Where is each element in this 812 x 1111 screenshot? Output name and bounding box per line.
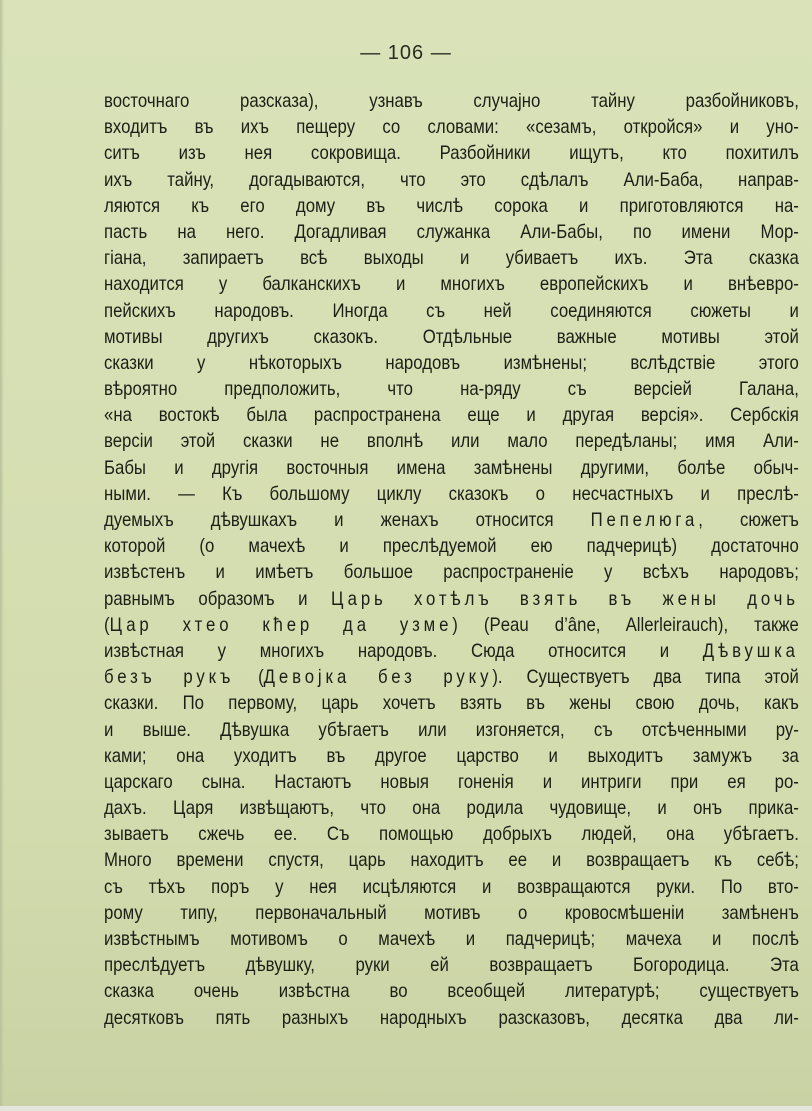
emphasized-title: Цар хтео кћер да узме	[109, 613, 453, 636]
text-run: восточнаго разсказа), узнавъ случаjно тайну разбойниковъ,	[104, 90, 799, 112]
text-line	[104, 664, 799, 690]
text-line	[104, 219, 799, 245]
text-line	[104, 900, 799, 926]
text-line	[104, 952, 799, 978]
emphasized-title: Дѣвушка	[702, 639, 799, 662]
text-run: находится у балканскихъ и многихъ европейскихъ и внѣевро-	[104, 273, 799, 296]
text-line	[104, 743, 799, 769]
text-run: которой (о мачехѣ и преслѣдуемой ею падчерицѣ) достаточно	[104, 535, 799, 558]
text-run: рому типу, первоначальный мотивъ о кровосмѣшеніи замѣненъ	[104, 901, 799, 924]
body-text	[104, 88, 799, 1031]
text-run: съ тѣхъ поръ у нея исцѣляются и возвращаются руки. По вто-	[104, 875, 799, 898]
text-run: дахъ. Царя извѣщаютъ, что она родила чудовище, и онъ прика-	[104, 797, 799, 820]
text-run: царскаго сына. Настаютъ новыя гоненія и интриги при ея ро-	[104, 770, 799, 793]
text-line	[104, 402, 799, 428]
text-run: сказка очень извѣстна во всеобщей литературѣ; существуетъ	[104, 980, 799, 1003]
emphasized-title: Пепелюга	[590, 509, 699, 531]
text-line	[104, 376, 799, 402]
text-line	[104, 114, 799, 140]
text-run: зываетъ сжечь ее. Съ помощью добрыхъ людей, она убѣгаетъ.	[104, 823, 799, 846]
text-run: сказки у нѣкоторыхъ народовъ измѣнены; вслѣдствіе этого	[104, 351, 799, 374]
text-run: , сюжетъ	[698, 509, 799, 531]
text-line	[104, 874, 799, 900]
text-run: ихъ тайну, догадываются, что это сдѣлалъ Али-Баба, направ-	[104, 168, 799, 191]
text-line	[104, 690, 799, 716]
text-line	[104, 638, 799, 664]
text-line	[104, 769, 799, 795]
text-line	[104, 481, 799, 507]
text-line	[104, 586, 799, 612]
text-line	[104, 455, 799, 481]
page-number: — 106 —	[360, 42, 452, 64]
text-run: версіи этой сказки не вполнѣ или мало передѣланы; имя Али-	[104, 430, 799, 453]
text-line	[104, 88, 799, 114]
text-run: гіана, запираетъ всѣ выходы и убиваетъ ихъ. Эта сказка	[104, 247, 799, 270]
text-line	[104, 167, 799, 193]
text-run: ситъ изъ нея сокровища. Разбойники ищутъ, кто похитилъ	[104, 142, 799, 165]
text-run: ) (Peau d’âne, Allerleirauch), также	[452, 613, 799, 636]
text-line	[104, 847, 799, 873]
text-line	[104, 271, 799, 297]
text-run: ными. — Къ большому циклу сказокъ о несчастныхъ и преслѣ-	[104, 482, 799, 505]
text-run: мотивы другихъ сказокъ. Отдѣльные важные мотивы этой	[104, 325, 799, 348]
text-run: и выше. Дѣвушка убѣгаетъ или изгоняется, съ отсѣченными ру-	[104, 718, 799, 741]
emphasized-title: Девојка без руку	[263, 666, 493, 689]
emphasized-title: Царь хотѣлъ взять въ жены дочь	[330, 587, 799, 610]
text-run: ). Существуетъ два типа этой	[492, 666, 799, 689]
text-line	[104, 533, 799, 559]
text-run: «на востокѣ была распространена еще и другая версія». Сербскія	[104, 404, 799, 427]
text-line	[104, 140, 799, 166]
text-run: извѣстенъ и имѣетъ большое распространеніе у всѣхъ народовъ;	[104, 561, 799, 584]
text-line	[104, 298, 799, 324]
text-line	[104, 350, 799, 376]
text-run: Много времени спустя, царь находитъ ее и возвращаетъ къ себѣ;	[104, 849, 799, 872]
text-run: Бабы и другія восточныя имена замѣнены другими, болѣе обыч-	[104, 456, 799, 479]
text-line	[104, 507, 799, 533]
text-run: пасть на него. Догадливая служанка Али-Бабы, по имени Мор-	[104, 220, 799, 243]
text-run: извѣстнымъ мотивомъ о мачехѣ и падчерицѣ; мачеха и послѣ	[104, 928, 799, 950]
text-run: преслѣдуетъ дѣвушку, руки ей возвращаетъ Богородица. Эта	[104, 954, 799, 977]
text-run: десятковъ пять разныхъ народныхъ разсказовъ, десятка два ли-	[104, 1006, 799, 1029]
text-line	[104, 1005, 799, 1031]
text-run: ляются къ его дому въ числѣ сорока и приготовляются на-	[104, 194, 799, 217]
text-line	[104, 926, 799, 952]
text-run: равнымъ образомъ и	[104, 587, 331, 610]
text-line	[104, 821, 799, 847]
text-line	[104, 795, 799, 821]
text-run: извѣстная у многихъ народовъ. Сюда относится и	[104, 639, 703, 662]
text-line	[104, 428, 799, 454]
text-run: пейскихъ народовъ. Иногда съ ней соединяются сюжеты и	[104, 299, 799, 322]
text-run: сказки. По первому, царь хочетъ взять въ жены свою дочь, какъ	[104, 692, 799, 715]
text-run: (	[234, 666, 264, 689]
text-run: ками; она уходитъ въ другое царство и выходитъ замужъ за	[104, 744, 799, 767]
text-run: (	[104, 613, 110, 636]
text-line	[104, 717, 799, 743]
text-run: дуемыхъ дѣвушкахъ и женахъ относится	[104, 509, 591, 531]
emphasized-title: безъ рукъ	[104, 666, 235, 689]
text-line	[104, 559, 799, 585]
text-line	[104, 245, 799, 271]
text-line	[104, 324, 799, 350]
text-line	[104, 612, 799, 638]
text-run: входитъ въ ихъ пещеру со словами: «сезамъ, откройся» и уно-	[104, 116, 799, 139]
text-line	[104, 193, 799, 219]
text-line	[104, 978, 799, 1004]
text-run: вѣроятно предположить, что на-ряду съ версіей Галана,	[104, 378, 799, 401]
